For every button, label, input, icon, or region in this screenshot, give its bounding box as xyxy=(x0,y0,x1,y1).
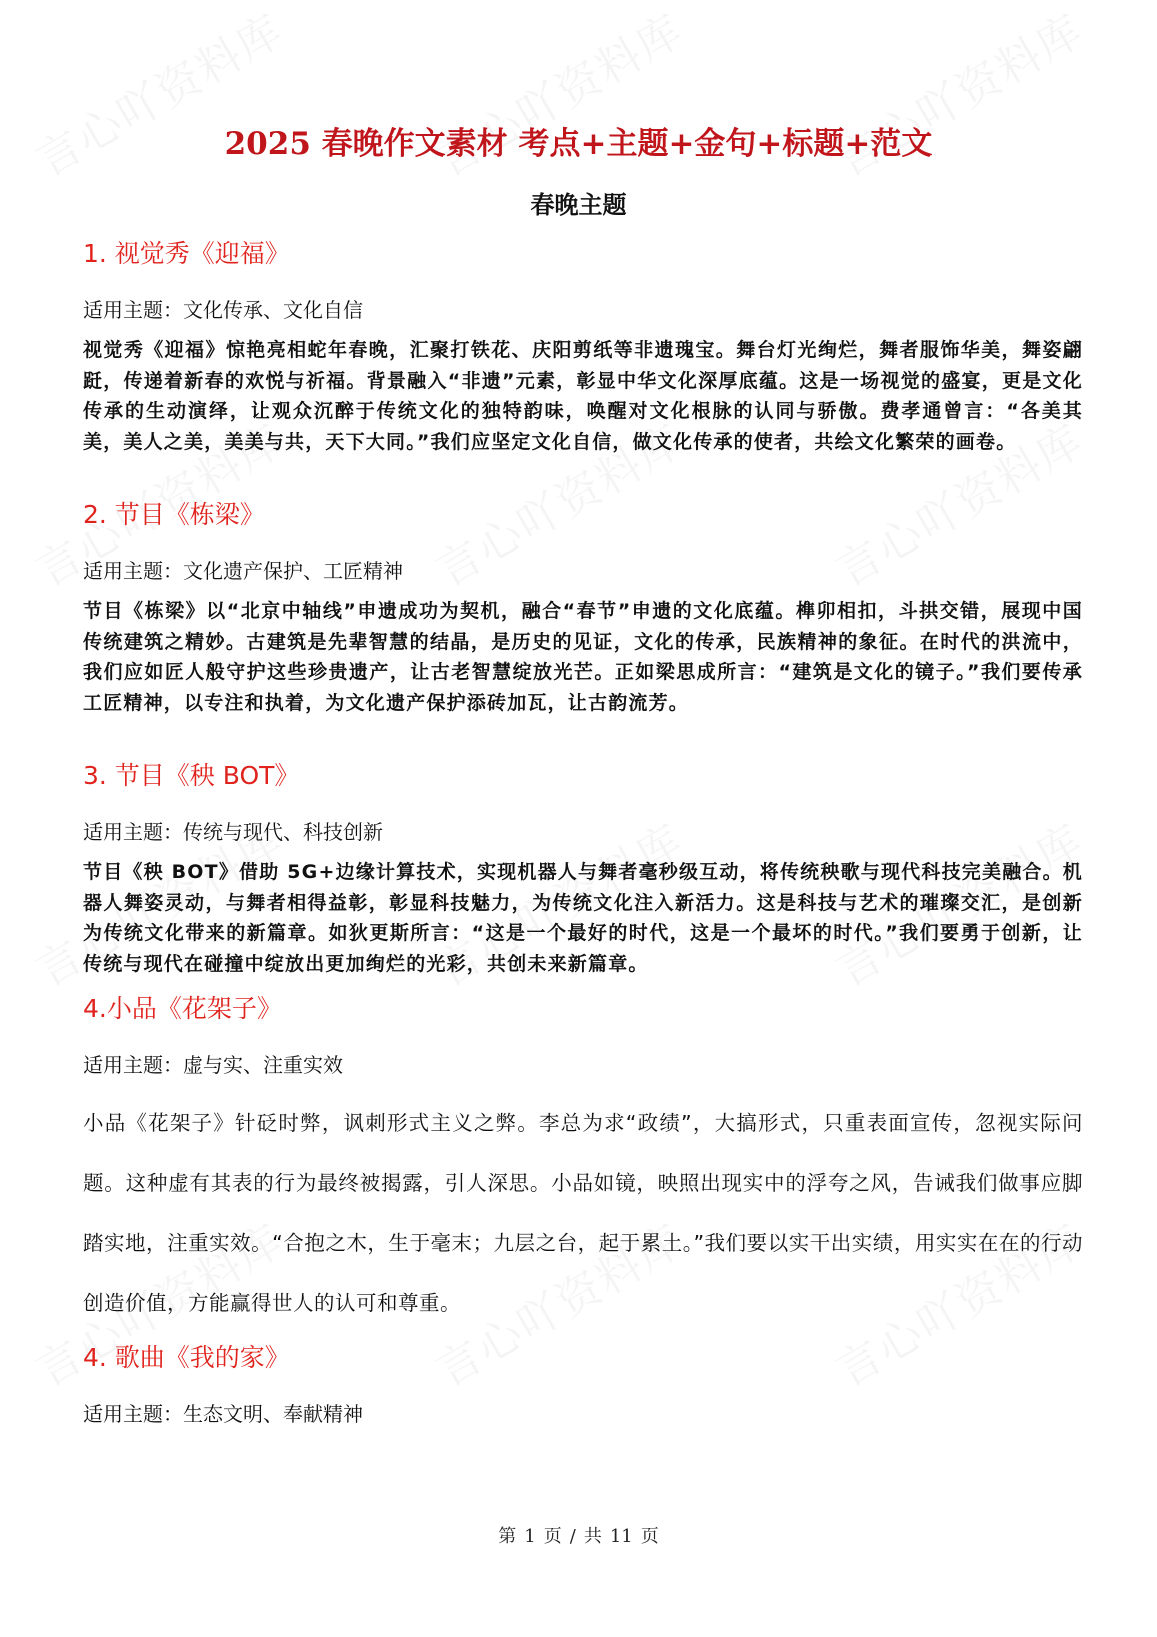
current-page-number: 1 xyxy=(524,1526,536,1547)
total-page-number: 11 xyxy=(609,1526,633,1547)
section-heading: 1. 视觉秀《迎福》 xyxy=(83,239,290,268)
section-theme-3 xyxy=(83,817,1083,847)
theme-line: 适用主题：文化遗产保护、工匠精神 xyxy=(83,559,403,583)
section-heading: 3. 节目《秧 BOT》 xyxy=(83,761,300,790)
section-heading-3 xyxy=(83,759,1083,793)
footer-label-ye2: 页 xyxy=(640,1526,659,1547)
section-heading-5 xyxy=(83,1341,1083,1375)
section-body-1 xyxy=(83,335,1083,457)
section-paragraph: 视觉秀《迎福》惊艳亮相蛇年春晚，汇聚打铁花、庆阳剪纸等非遗瑰宝。舞台灯光绚烂，舞者服饰华美，舞姿翩跹，传递着新春的欢悦与祈福。背景融入“非遗”元素，彰显中华文化深厚底蕴。这是一场视觉的盛宴，更是文化传承的生动演绎，让观众沉醉于传统文化的独特韵味，唤醒对文化根脉的认同与骄傲。费孝通曾言：“各美其美，美人之美，美美与共，天下大同。”我们应坚定文化自信，做文化传承的使者，共绘文化繁荣的画卷。 xyxy=(83,339,1083,453)
section-paragraph: 节目《栋梁》以“北京中轴线”申遗成功为契机，融合“春节”申遗的文化底蕴。榫卯相扣，斗拱交错，展现中国传统建筑之精妙。古建筑是先辈智慧的结晶，是历史的见证，文化的传承，民族精神的象征。在时代的洪流中，我们应如匠人般守护这些珍贵遗产，让古老智慧绽放光芒。正如梁思成所言：“建筑是文化的镜子。”我们要传承工匠精神，以专注和执着，为文化遗产保护添砖加瓦，让古韵流芳。 xyxy=(83,600,1083,714)
theme-line: 适用主题：虚与实、注重实效 xyxy=(83,1053,343,1077)
section-body-4 xyxy=(83,1093,1083,1333)
section-paragraph: 小品《花架子》针砭时弊，讽刺形式主义之弊。李总为求“政绩”，大搞形式，只重表面宣传，忽视实际问题。这种虚有其表的行为最终被揭露，引人深思。小品如镜，映照出现实中的浮夸之风，告诫我们做事应脚踏实地，注重实效。“合抱之木，生于毫末；九层之台，起于累土。”我们要以实干出实绩，用实实在在的行动创造价值，方能赢得世人的认可和尊重。 xyxy=(83,1111,1083,1315)
theme-line: 适用主题：传统与现代、科技创新 xyxy=(83,820,383,844)
section-heading-1 xyxy=(83,237,1083,271)
section-heading: 2. 节目《栋梁》 xyxy=(83,500,265,529)
page-footer xyxy=(0,1522,1157,1548)
footer-label-di: 第 xyxy=(498,1526,517,1547)
section-theme-4 xyxy=(83,1050,1083,1080)
section-heading: 4. 歌曲《我的家》 xyxy=(83,1343,290,1372)
document-title: 2025 春晚作文素材 考点+主题+金句+标题+范文 xyxy=(224,126,933,162)
section-body-2 xyxy=(83,596,1083,718)
section-theme-5 xyxy=(83,1399,1083,1429)
section-heading: 4.小品《花架子》 xyxy=(83,994,282,1023)
footer-separator: / xyxy=(569,1526,576,1547)
footer-label-gong: 共 xyxy=(583,1526,602,1547)
section-heading-4 xyxy=(83,992,1083,1026)
section-paragraph: 节目《秧 BOT》借助 5G+边缘计算技术，实现机器人与舞者毫秒级互动，将传统秧歌与现代科技完美融合。机器人舞姿灵动，与舞者相得益彰，彰显科技魅力，为传统文化注入新活力。这是科技与艺术的璀璨交汇，是创新为传统文化带来的新篇章。如狄更斯所言：“这是一个最好的时代，这是一个最坏的时代。”我们要勇于创新，让传统与现代在碰撞中绽放出更加绚烂的光彩，共创未来新篇章。 xyxy=(83,861,1083,975)
section-theme-1 xyxy=(83,295,1083,325)
theme-line: 适用主题：生态文明、奉献精神 xyxy=(83,1402,363,1426)
footer-label-ye: 页 xyxy=(543,1526,562,1547)
section-heading-2 xyxy=(83,498,1083,532)
document-subtitle: 春晚主题 xyxy=(530,190,627,219)
section-theme-2 xyxy=(83,556,1083,586)
section-body-3 xyxy=(83,857,1083,979)
theme-line: 适用主题：文化传承、文化自信 xyxy=(83,298,363,322)
